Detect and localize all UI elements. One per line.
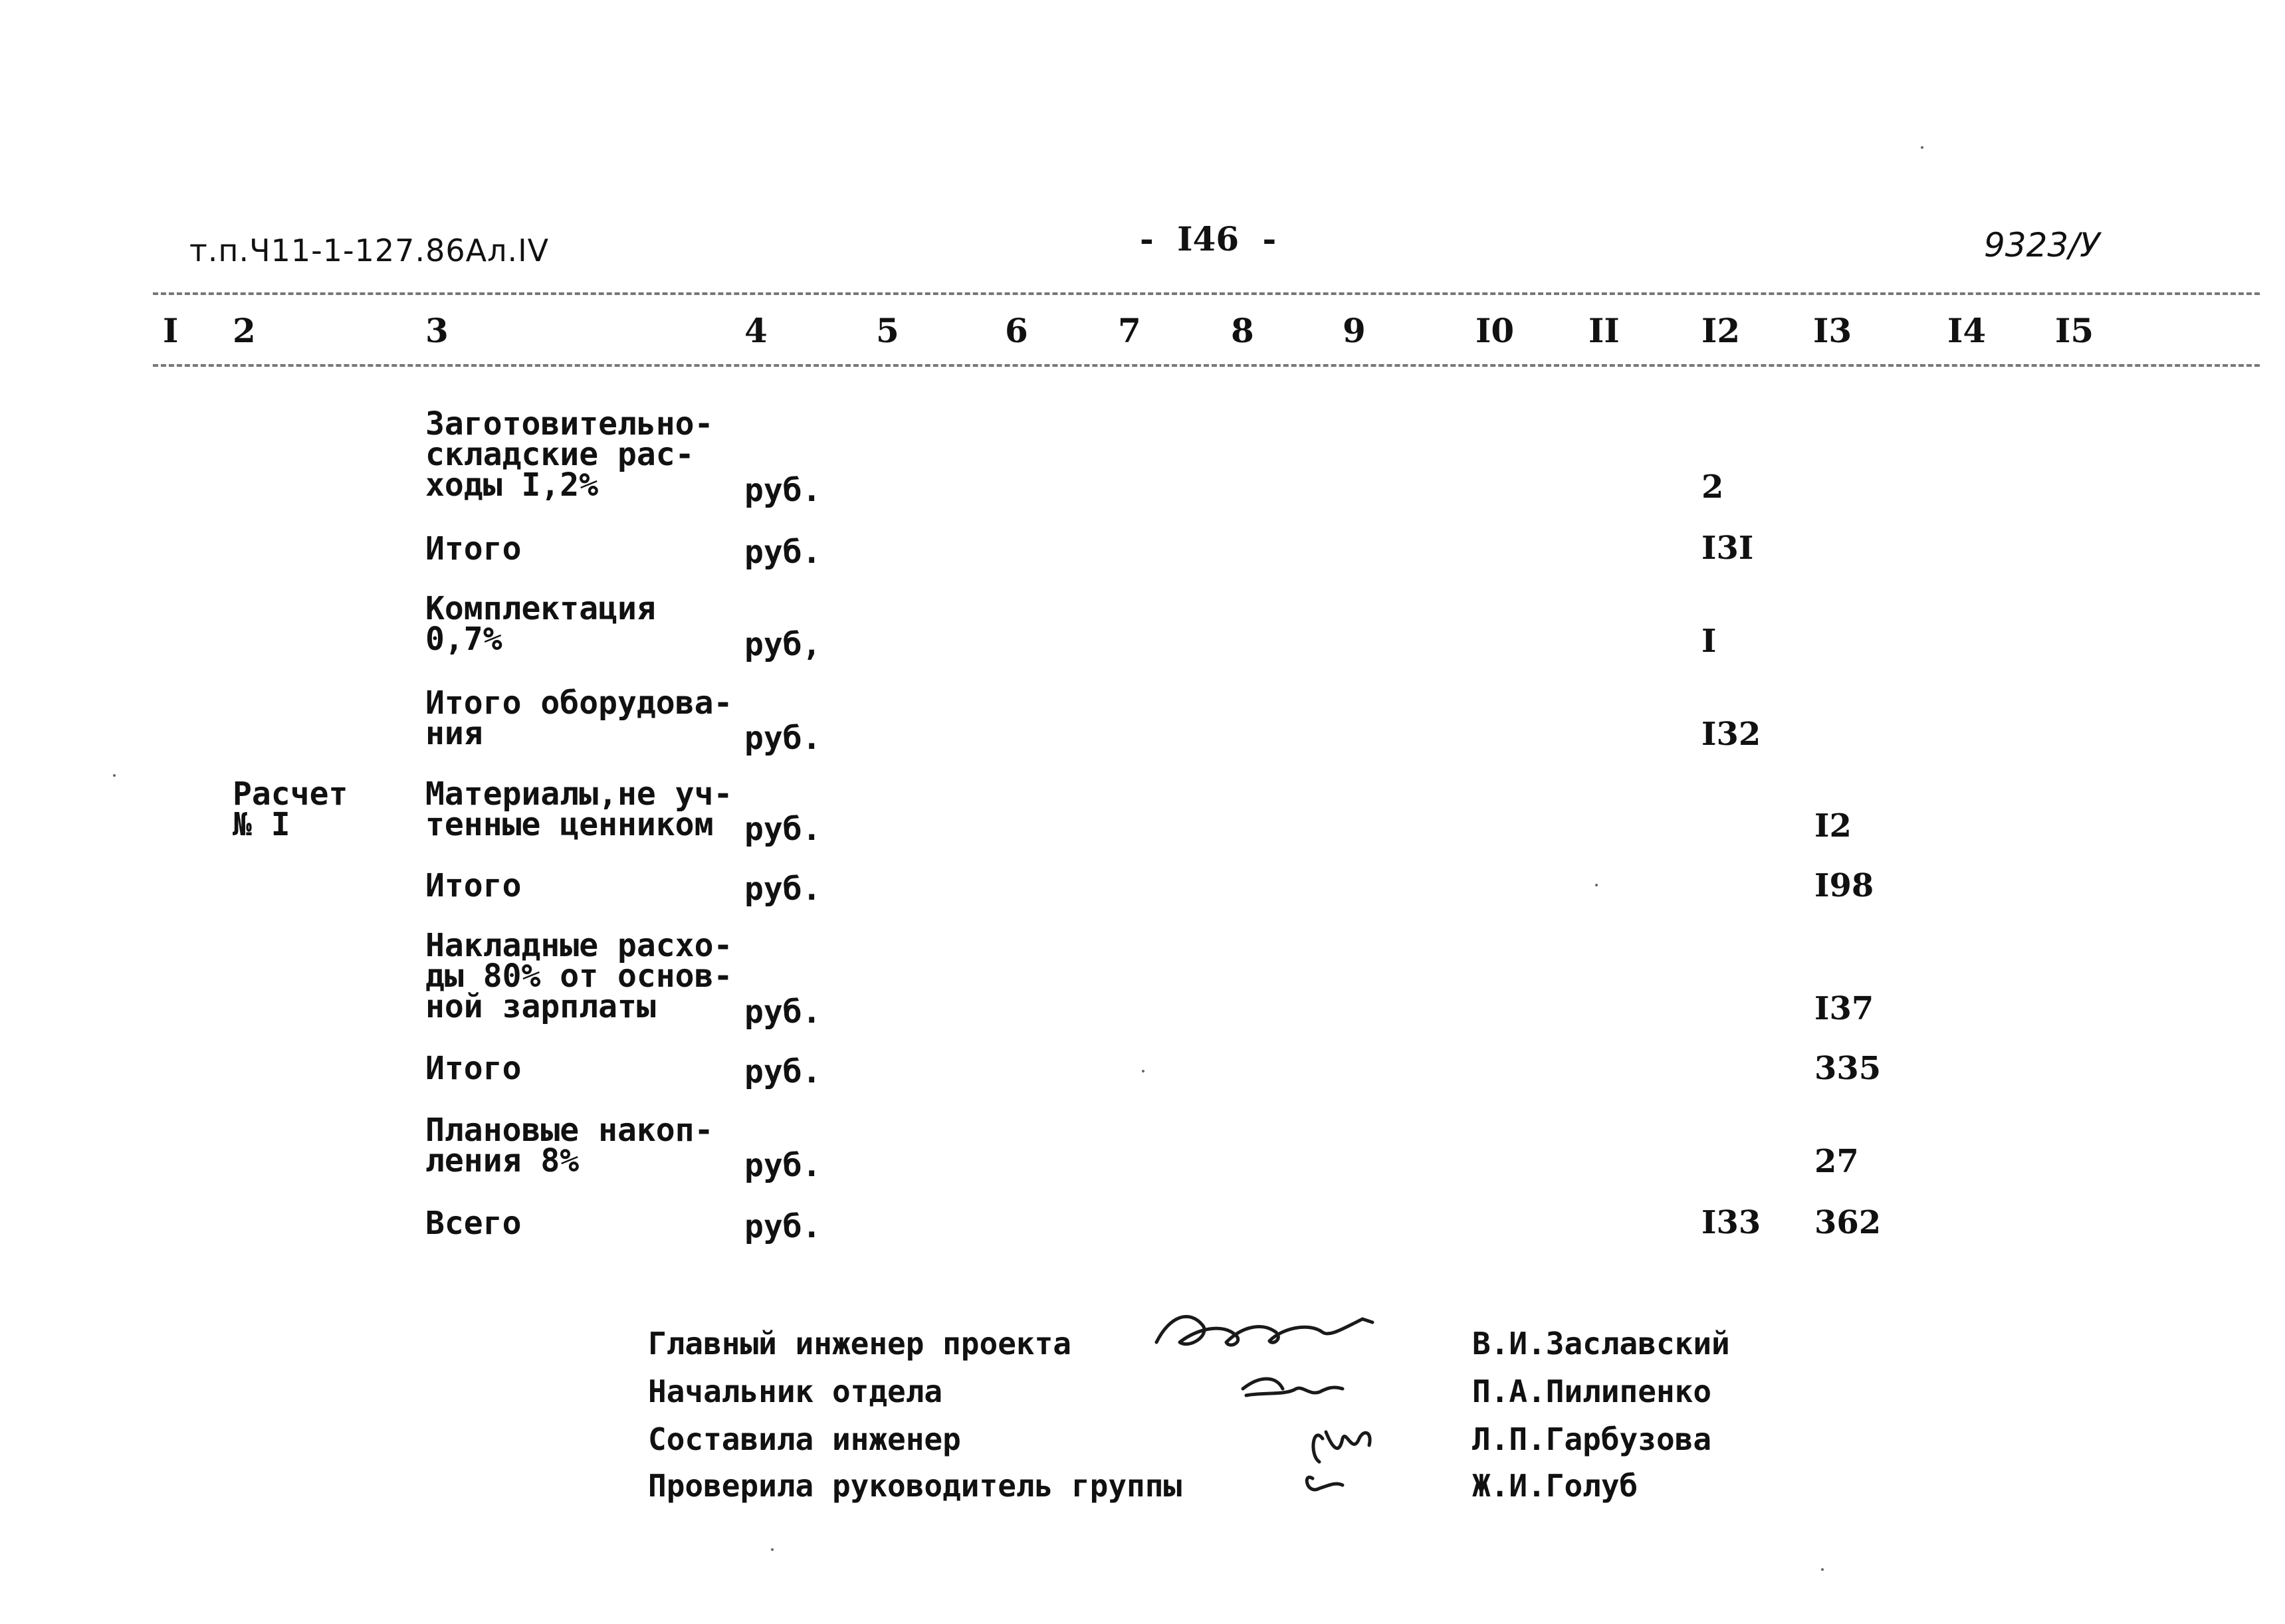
column-number: 6 — [1005, 311, 1028, 350]
row-label: Накладные расхо- ды 80% от основ- ной зарплаты — [425, 927, 733, 1025]
row-unit: руб. — [744, 720, 821, 757]
col12-value: I33 — [1701, 1204, 1761, 1241]
column-number: I — [163, 311, 179, 350]
signature-role: Главный инженер проекта — [648, 1326, 1071, 1362]
row-unit: руб. — [744, 870, 821, 908]
col13-value: 335 — [1814, 1050, 1882, 1087]
row-label: Итого — [425, 867, 522, 904]
col13-value: I98 — [1814, 867, 1874, 904]
row-label: Итого — [425, 1050, 522, 1087]
signature-role: Проверила руководитель группы — [648, 1468, 1182, 1504]
row-unit: руб. — [744, 811, 821, 848]
col12-value: I32 — [1701, 716, 1761, 753]
top-rule — [153, 292, 2260, 295]
signature-name: П.А.Пилипенко — [1472, 1373, 1712, 1409]
column-number: II — [1588, 311, 1620, 350]
signature-name: Ж.И.Голуб — [1472, 1468, 1638, 1504]
column-number: I3 — [1813, 311, 1852, 350]
scan-speck — [1821, 1568, 1824, 1571]
row-label: Заготовительно- складские рас- ходы I,2% — [425, 405, 714, 504]
header-bottom-rule — [153, 364, 2260, 367]
col13-value: 27 — [1814, 1143, 1859, 1180]
column-number: 9 — [1343, 311, 1366, 350]
row-label: Итого — [425, 530, 522, 567]
row-unit: руб. — [744, 1053, 821, 1090]
col13-value: 362 — [1814, 1204, 1882, 1241]
column-number: I4 — [1947, 311, 1987, 350]
col12-value: I — [1701, 623, 1717, 660]
col12-value: 2 — [1701, 468, 1724, 506]
row-label: Комплектация 0,7% — [425, 590, 656, 658]
signature-role: Начальник отдела — [648, 1373, 943, 1409]
signature-name: Л.П.Гарбузова — [1472, 1421, 1712, 1457]
sheet-reference: 9323/У — [1984, 226, 2100, 264]
signature-name: В.И.Заславский — [1472, 1326, 1730, 1362]
row-unit: руб, — [744, 626, 821, 663]
column-number: 4 — [744, 311, 768, 350]
handwritten-signatures — [1143, 1296, 1422, 1495]
row-unit: руб. — [744, 1147, 821, 1184]
row-unit: руб. — [744, 534, 821, 571]
column-number: I0 — [1475, 311, 1515, 350]
column-number: 2 — [233, 311, 256, 350]
page-number: - I46 - — [1140, 219, 1277, 258]
column-number: 3 — [425, 311, 449, 350]
col12-value: I3I — [1701, 530, 1754, 567]
scan-speck — [1595, 884, 1598, 886]
row-label: Материалы,не уч- тенные ценником — [425, 775, 733, 843]
row-unit: руб. — [744, 1208, 821, 1245]
scan-speck — [113, 774, 116, 777]
scan-speck — [771, 1548, 774, 1551]
row-label: Всего — [425, 1205, 522, 1242]
row-label: Плановые накоп- ления 8% — [425, 1112, 714, 1179]
column-number: 5 — [876, 311, 899, 350]
col13-value: I2 — [1814, 807, 1852, 845]
column-number: 8 — [1231, 311, 1254, 350]
row-unit: руб. — [744, 472, 821, 509]
scan-speck — [1142, 1070, 1144, 1072]
column-number: I5 — [2055, 311, 2094, 350]
signature-role: Составила инженер — [648, 1421, 961, 1457]
col13-value: I37 — [1814, 990, 1874, 1027]
column-number: 7 — [1118, 311, 1141, 350]
row-unit: руб. — [744, 993, 821, 1031]
document-code: т.п.Ч11-1-127.86Ал.IV — [189, 233, 550, 268]
column-number: I2 — [1701, 311, 1741, 350]
calculation-reference: Расчет № I — [233, 775, 348, 843]
scan-speck — [1921, 146, 1923, 149]
row-label: Итого оборудова- ния — [425, 684, 733, 752]
